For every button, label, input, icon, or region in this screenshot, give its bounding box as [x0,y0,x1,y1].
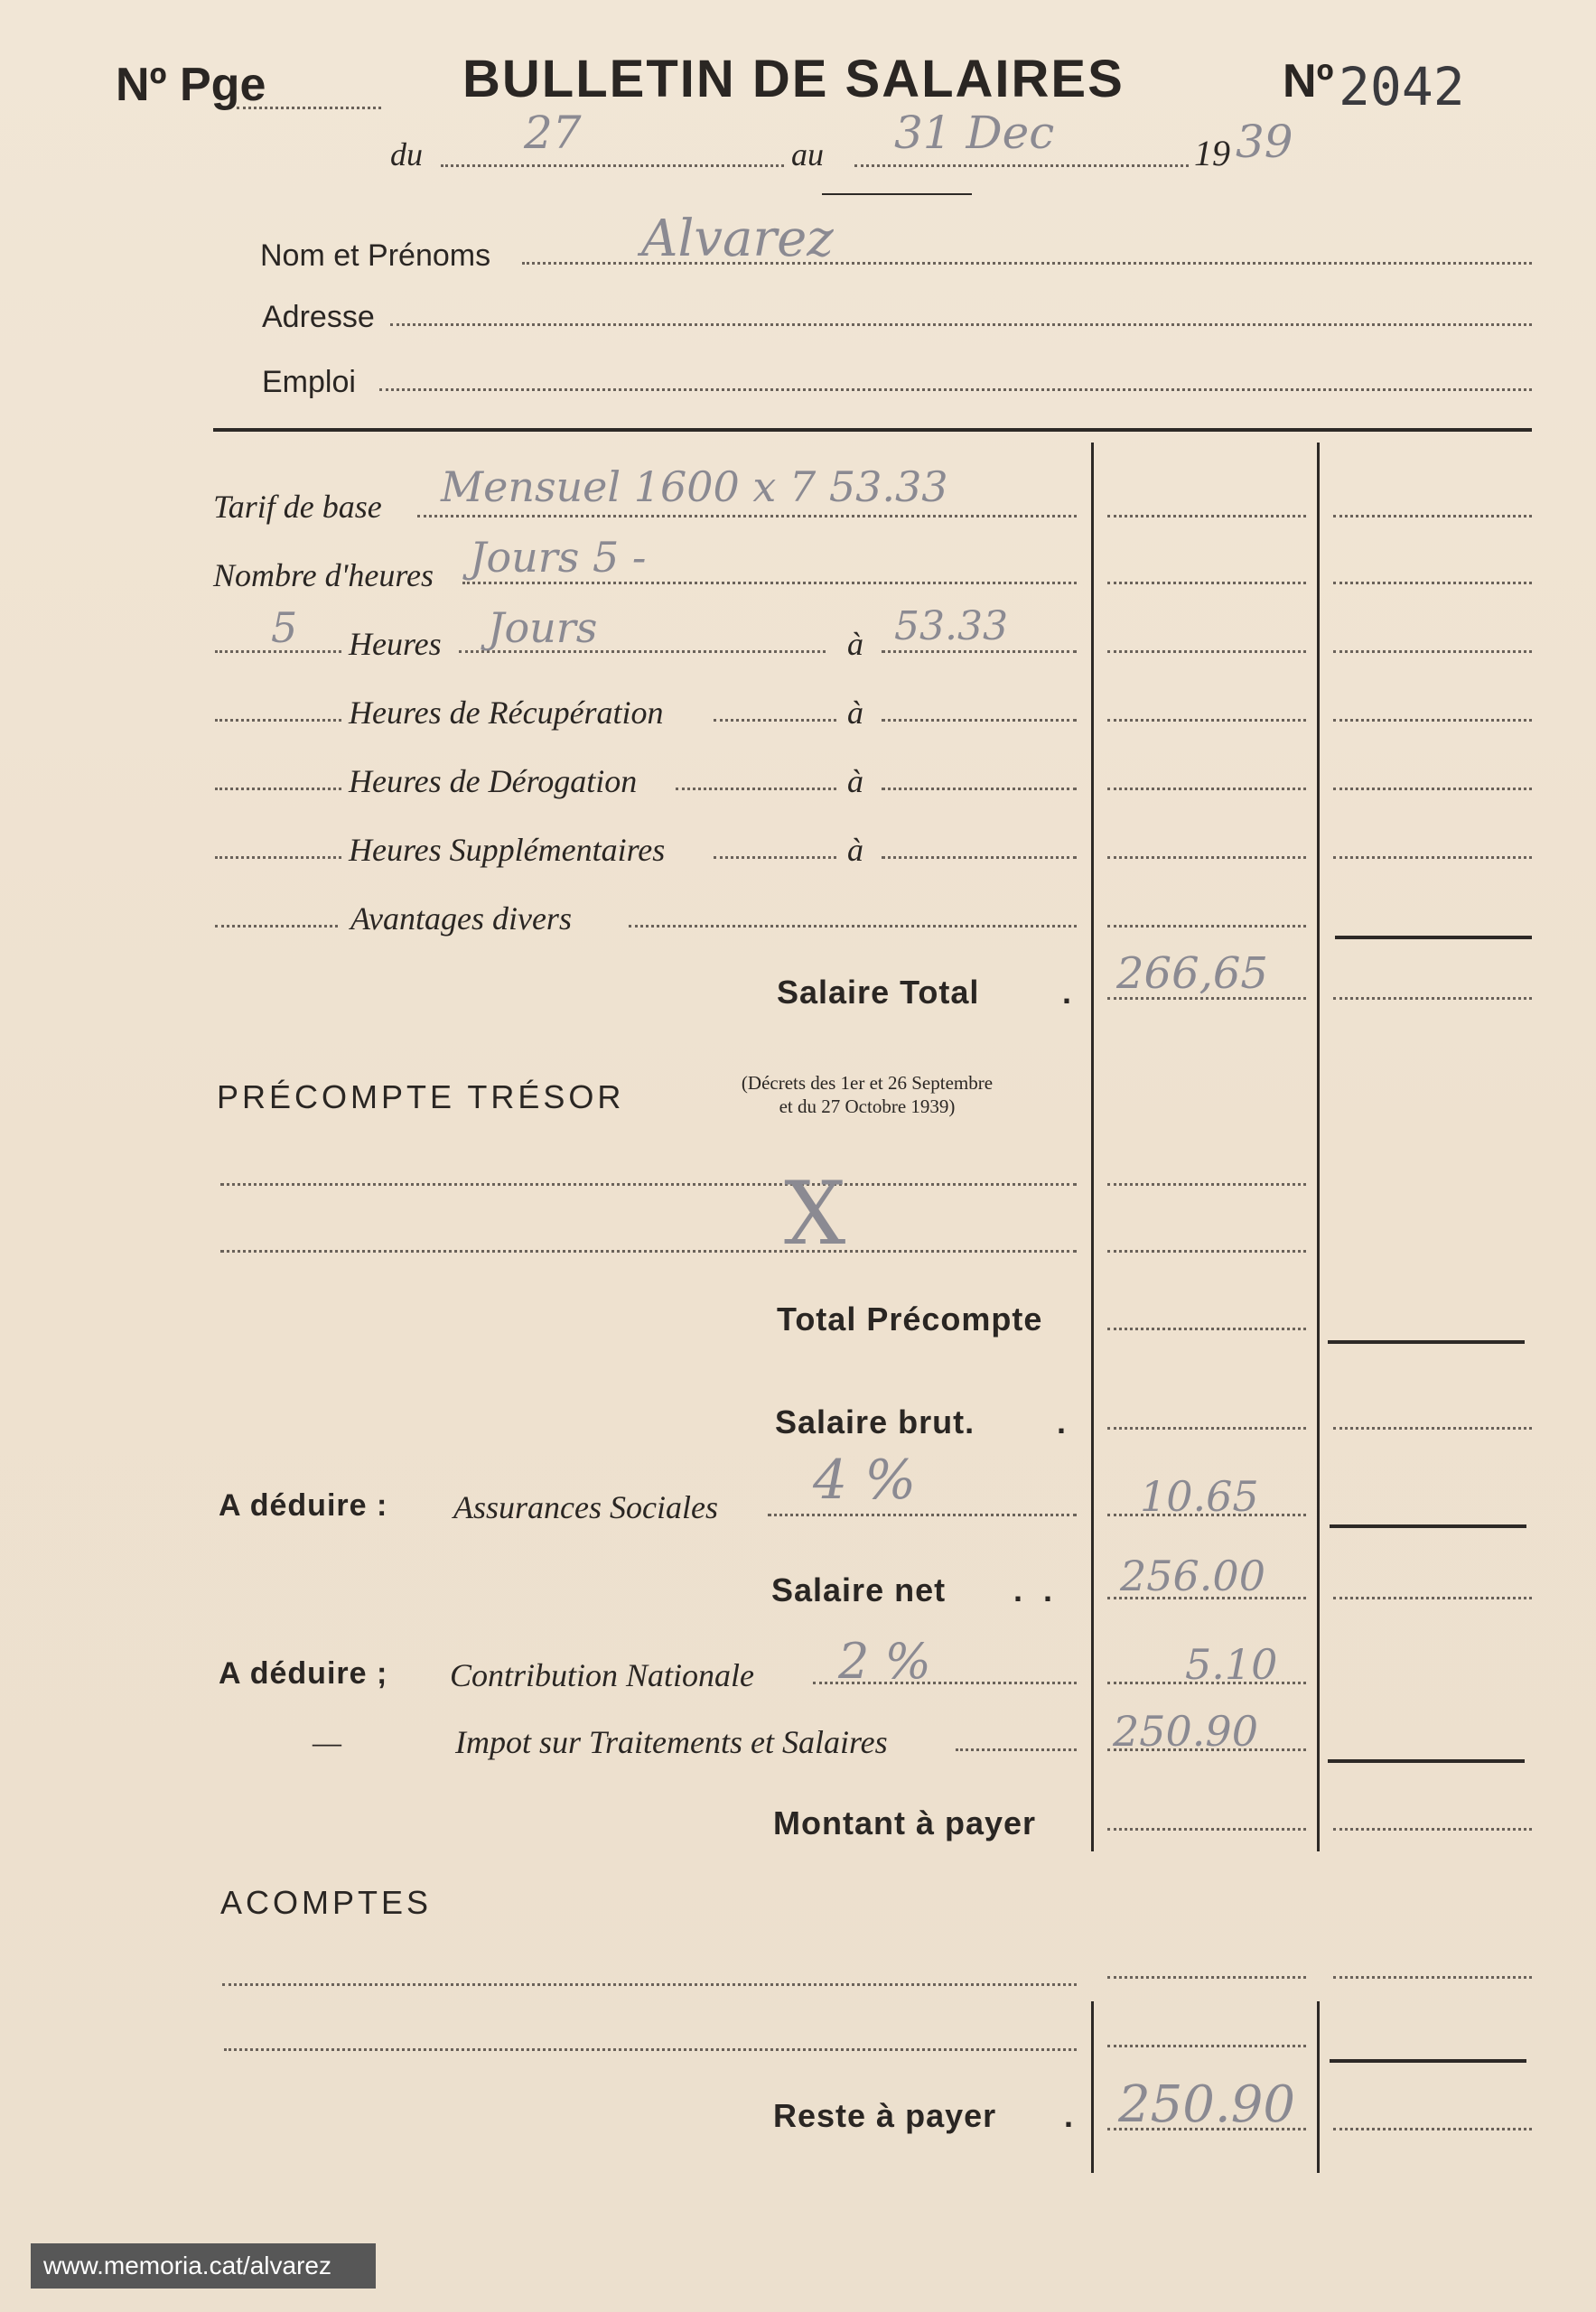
precompte-amount-1 [1107,1183,1306,1186]
supp-a: à [847,832,863,868]
heures-a: à [847,626,863,662]
au-value: 31 Dec [894,107,1055,159]
year-printed: 19 [1194,133,1230,173]
nombre-value: Jours 5 - [470,533,647,582]
salaire-net-value: 256.00 [1120,1552,1265,1600]
salaire-brut-dot: . [1057,1403,1068,1440]
reste-label: Reste à payer [773,2097,997,2134]
nombre-line [462,582,1077,584]
heures-rate: 53.33 [894,603,1008,649]
impot-dash: — [313,1724,342,1760]
reste-value: 250.90 [1118,2075,1295,2134]
salaire-total-label: Salaire Total [777,974,980,1011]
decrets-line-2: et du 27 Octobre 1939) [779,1095,956,1117]
derog-line [676,788,836,790]
derog-rate-line [882,788,1077,790]
salaire-brut-label: Salaire brut. [775,1403,975,1440]
column-divider-1 [1091,443,1094,1851]
amount-line-6 [1107,856,1306,859]
salaire-brut-line [1107,1427,1306,1430]
avantages-qty-line [215,925,338,928]
assurances-line [768,1514,1077,1516]
reste-right-line [1333,2128,1532,2130]
derog-label: Heures de Dérogation [349,763,638,799]
total-line-6 [1333,856,1532,859]
recup-line [714,719,836,722]
column-divider-2b [1317,2001,1320,2173]
amount-line-1 [1107,515,1306,517]
bulletin-number: 2042 [1339,56,1465,117]
salaire-net-right-line [1333,1597,1532,1599]
total-line-4 [1333,719,1532,722]
total-rule-1 [1335,936,1532,939]
name-value: Alvarez [641,210,834,268]
amount-line-4 [1107,719,1306,722]
derog-qty-line [215,788,341,790]
amount-line-5 [1107,788,1306,790]
tarif-line [417,515,1077,517]
precompte-line-2 [220,1250,1077,1253]
total-line-1 [1333,515,1532,517]
a-deduire-label: A déduire : [219,1488,388,1523]
total-rule-3 [1330,1524,1526,1528]
precompte-line-1 [220,1183,1077,1186]
du-label: du [390,136,423,172]
acomptes-line-2 [224,2048,1077,2051]
cross-mark: X [784,1163,846,1264]
assurances-label: Assurances Sociales [453,1489,718,1525]
decrets-line-1: (Décrets des 1er et 26 Septembre [741,1072,994,1094]
amount-line-2 [1107,582,1306,584]
column-divider-2 [1317,443,1320,1851]
header-rule [213,428,1532,432]
acomptes-amount-1 [1107,1976,1306,1979]
supp-line [714,856,836,859]
salaire-brut-right-line [1333,1427,1532,1430]
contribution-label: Contribution Nationale [450,1657,755,1693]
recup-a: à [847,695,863,731]
heures-hand: Jours [488,603,598,652]
total-rule-4 [1328,1759,1525,1763]
source-watermark[interactable]: www.memoria.cat/alvarez [31,2243,376,2289]
salaire-total-value: 266,65 [1116,948,1268,999]
heures-label: Heures [349,626,442,662]
name-label: Nom et Prénoms [260,238,491,273]
du-line [441,164,784,167]
salaire-net-label: Salaire net [771,1571,947,1608]
precompte-label: PRÉCOMPTE TRÉSOR [217,1078,625,1115]
nombre-label: Nombre d'heures [213,557,434,593]
au-line [854,164,1189,167]
du-value: 27 [524,107,582,159]
page-number-label: Nº Pge [116,59,266,111]
salaire-net-dots: . . [1013,1571,1054,1608]
tarif-label: Tarif de base [213,489,382,525]
salaire-total-right-line [1333,997,1532,1000]
contribution-pct: 2 % [838,1633,931,1690]
total-precompte-line [1107,1328,1306,1330]
assurances-pct: 4 % [813,1449,917,1512]
contribution-value: 5.10 [1185,1640,1278,1689]
column-divider-1b [1091,2001,1094,2173]
derog-a: à [847,763,863,799]
a-deduire2-label: A déduire ; [219,1656,388,1691]
recup-label: Heures de Récupération [349,695,664,731]
avantages-label: Avantages divers [350,900,572,937]
job-label: Emploi [262,365,356,399]
acomptes-amount-2 [1107,2045,1306,2047]
amount-line-7 [1107,925,1306,928]
recup-qty-line [215,719,341,722]
address-line [390,323,1532,326]
impot-line [956,1748,1077,1751]
tarif-value: Mensuel 1600 x 7 53.33 [441,462,948,511]
precompte-amount-2 [1107,1250,1306,1253]
total-line-3 [1333,650,1532,653]
heures-qty: 5 [271,603,298,652]
assurances-value: 10.65 [1140,1472,1259,1521]
supp-label: Heures Supplémentaires [349,832,666,868]
total-precompte-label: Total Précompte [777,1300,1043,1338]
page-number-line [237,107,381,109]
total-rule-2 [1328,1340,1525,1344]
year-hand: 39 [1236,116,1293,168]
montant-label: Montant à payer [773,1804,1037,1841]
job-line [379,388,1532,391]
montant-line [1107,1828,1306,1831]
address-label: Adresse [262,300,375,334]
impot-value: 250.90 [1113,1707,1258,1756]
acomptes-total-1 [1333,1976,1532,1979]
total-rule-5 [1330,2059,1526,2063]
total-line-5 [1333,788,1532,790]
reste-dot: . [1064,2097,1075,2134]
montant-right-line [1333,1828,1532,1831]
au-label: au [791,136,824,172]
salaire-total-dot: . [1062,974,1073,1011]
total-line-2 [1333,582,1532,584]
header-short-rule [822,193,972,195]
heures-rate-line [882,650,1077,653]
acomptes-line-1 [222,1983,1077,1986]
document-title: BULLETIN DE SALAIRES [462,50,1125,108]
number-label: Nº [1283,55,1334,107]
supp-rate-line [882,856,1077,859]
avantages-line [629,925,1077,928]
recup-rate-line [882,719,1077,722]
impot-label: Impot sur Traitements et Salaires [455,1724,888,1760]
amount-line-3 [1107,650,1306,653]
acomptes-label: ACOMPTES [220,1884,433,1921]
supp-qty-line [215,856,341,859]
decrets-note [652,1071,1082,1118]
